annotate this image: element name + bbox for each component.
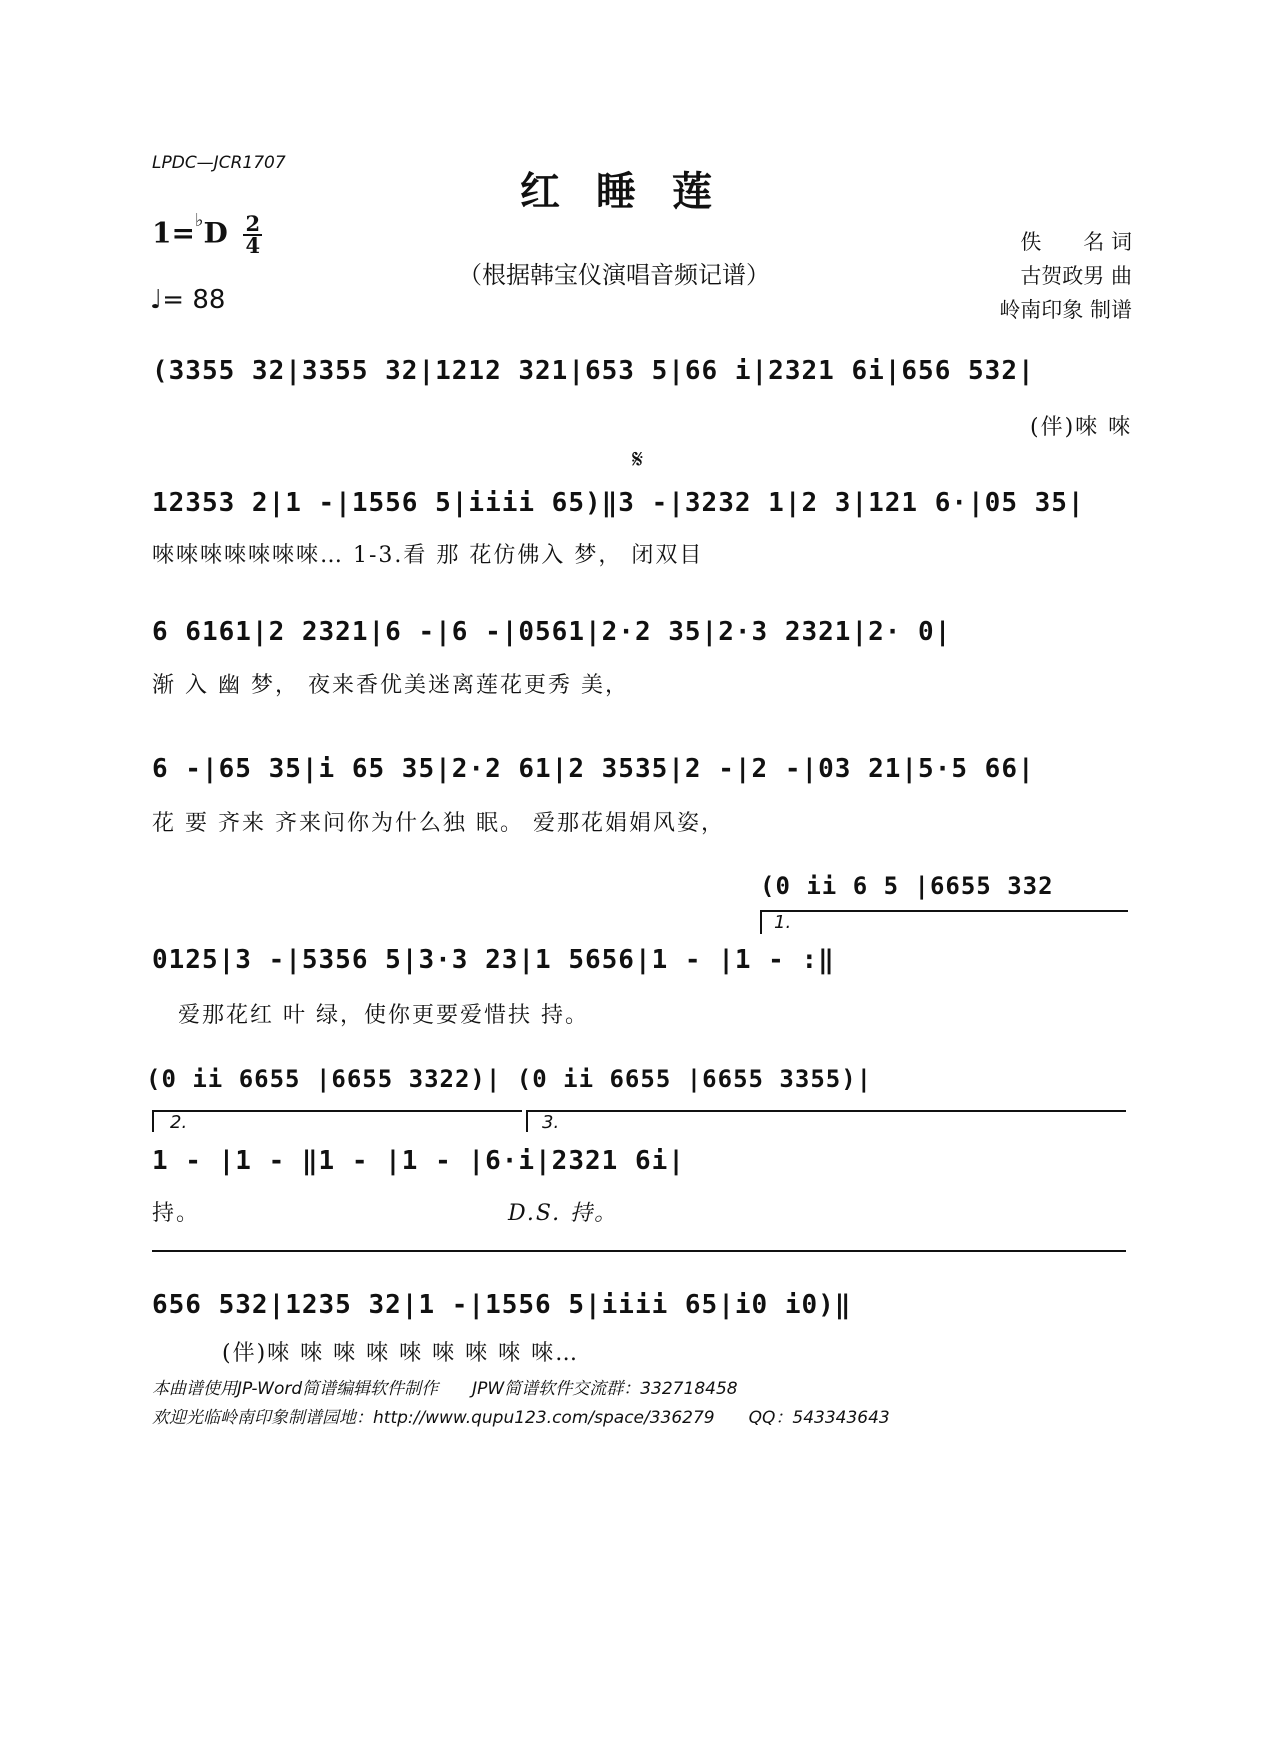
- volta-2-bracket: [152, 1110, 522, 1112]
- time-top: 2: [245, 211, 261, 236]
- score-line-7: 656 532|1235 32|1 -|1556 5|iiii 65|i0 i0)‖: [152, 1290, 852, 1320]
- key-note: D: [203, 216, 228, 250]
- segno-sign: 𝄋: [632, 445, 644, 475]
- volta-3-label: 3.: [542, 1112, 560, 1133]
- score-line-5-upper: (0 ii 6 5 |6655 332: [760, 872, 1054, 900]
- lyric-line-1: (伴)唻 唻: [1030, 415, 1133, 440]
- volta-3-left: [526, 1110, 528, 1132]
- score-line-3: 6 6161|2 2321|6 -|6 -|0561|2·2 35|2·3 2321|2· 0|: [152, 617, 952, 647]
- credit-lyricist: 佚 名 词: [1020, 230, 1132, 254]
- volta-2-label: 2.: [170, 1112, 188, 1133]
- lyric-line-7: (伴)唻 唻 唻 唻 唻 唻 唻 唻 唻…: [222, 1341, 580, 1366]
- lyric-line-3: 渐 入 幽 梦， 夜来香优美迷离莲花更秀 美，: [152, 673, 629, 698]
- volta-1-label: 1.: [774, 912, 792, 933]
- volta-1-left: [760, 910, 762, 934]
- lyric-line-2: 唻唻唻唻唻唻唻… 1-3.看 那 花仿佛入 梦， 闭双目: [152, 543, 704, 568]
- volta-3-bracket: [526, 1110, 1126, 1112]
- tempo-marking: ♩= 88: [150, 285, 226, 315]
- coda-bracket: [152, 1250, 1126, 1252]
- key-signature: [152, 210, 262, 258]
- footer-line-2: 欢迎光临岭南印象制谱园地：http://www.qupu123.com/space/336279 QQ：543343643: [152, 1408, 890, 1428]
- footer-line-1: 本曲谱使用JP-Word简谱编辑软件制作 JPW简谱软件交流群：332718458: [152, 1379, 738, 1399]
- time-bottom: 4: [245, 233, 261, 258]
- score-line-2: 12353 2|1 -|1556 5|iiii 65)‖3 -|3232 1|2 3|121 6·|05 35|: [152, 488, 1085, 518]
- lyric-line-6-b: D.S. 持。: [508, 1201, 619, 1226]
- score-line-6: 1 - |1 - ‖1 - |1 - |6·i|2321 6i|: [152, 1146, 685, 1176]
- score-line-5: 0125|3 -|5356 5|3·3 23|1 5656|1 - |1 - :‖: [152, 945, 835, 975]
- lyric-line-4: 花 要 齐来 齐来问你为什么独 眠。 爱那花娟娟风姿，: [152, 811, 725, 836]
- lyric-line-6-a: 持。: [152, 1201, 201, 1226]
- score-line-6-upper: (0 ii 6655 |6655 3322)| (0 ii 6655 |6655 3355)|: [146, 1065, 873, 1093]
- score-code: LPDC—JCR1707: [152, 153, 286, 173]
- subtitle: （根据韩宝仪演唱音频记谱）: [458, 261, 770, 289]
- time-signature: [243, 211, 262, 258]
- score-line-1: (3355 32|3355 32|1212 321|653 5|66 i|2321 6i|656 532|: [152, 356, 1035, 386]
- credit-composer: 古贺政男 曲: [1020, 264, 1132, 288]
- volta-1-bracket: [760, 910, 1128, 912]
- song-title: 红睡莲: [520, 168, 748, 215]
- score-line-4: 6 -|65 35|i 65 35|2·2 61|2 3535|2 -|2 -|03 21|5·5 66|: [152, 754, 1035, 784]
- lyric-line-5: 爱那花红 叶 绿，使你更要爱惜扶 持。: [178, 1003, 589, 1028]
- credit-transcriber: 岭南印象 制谱: [999, 298, 1132, 322]
- volta-2-left: [152, 1110, 154, 1132]
- flat-sign: ♭: [194, 210, 204, 232]
- key-prefix: 1=: [152, 216, 195, 250]
